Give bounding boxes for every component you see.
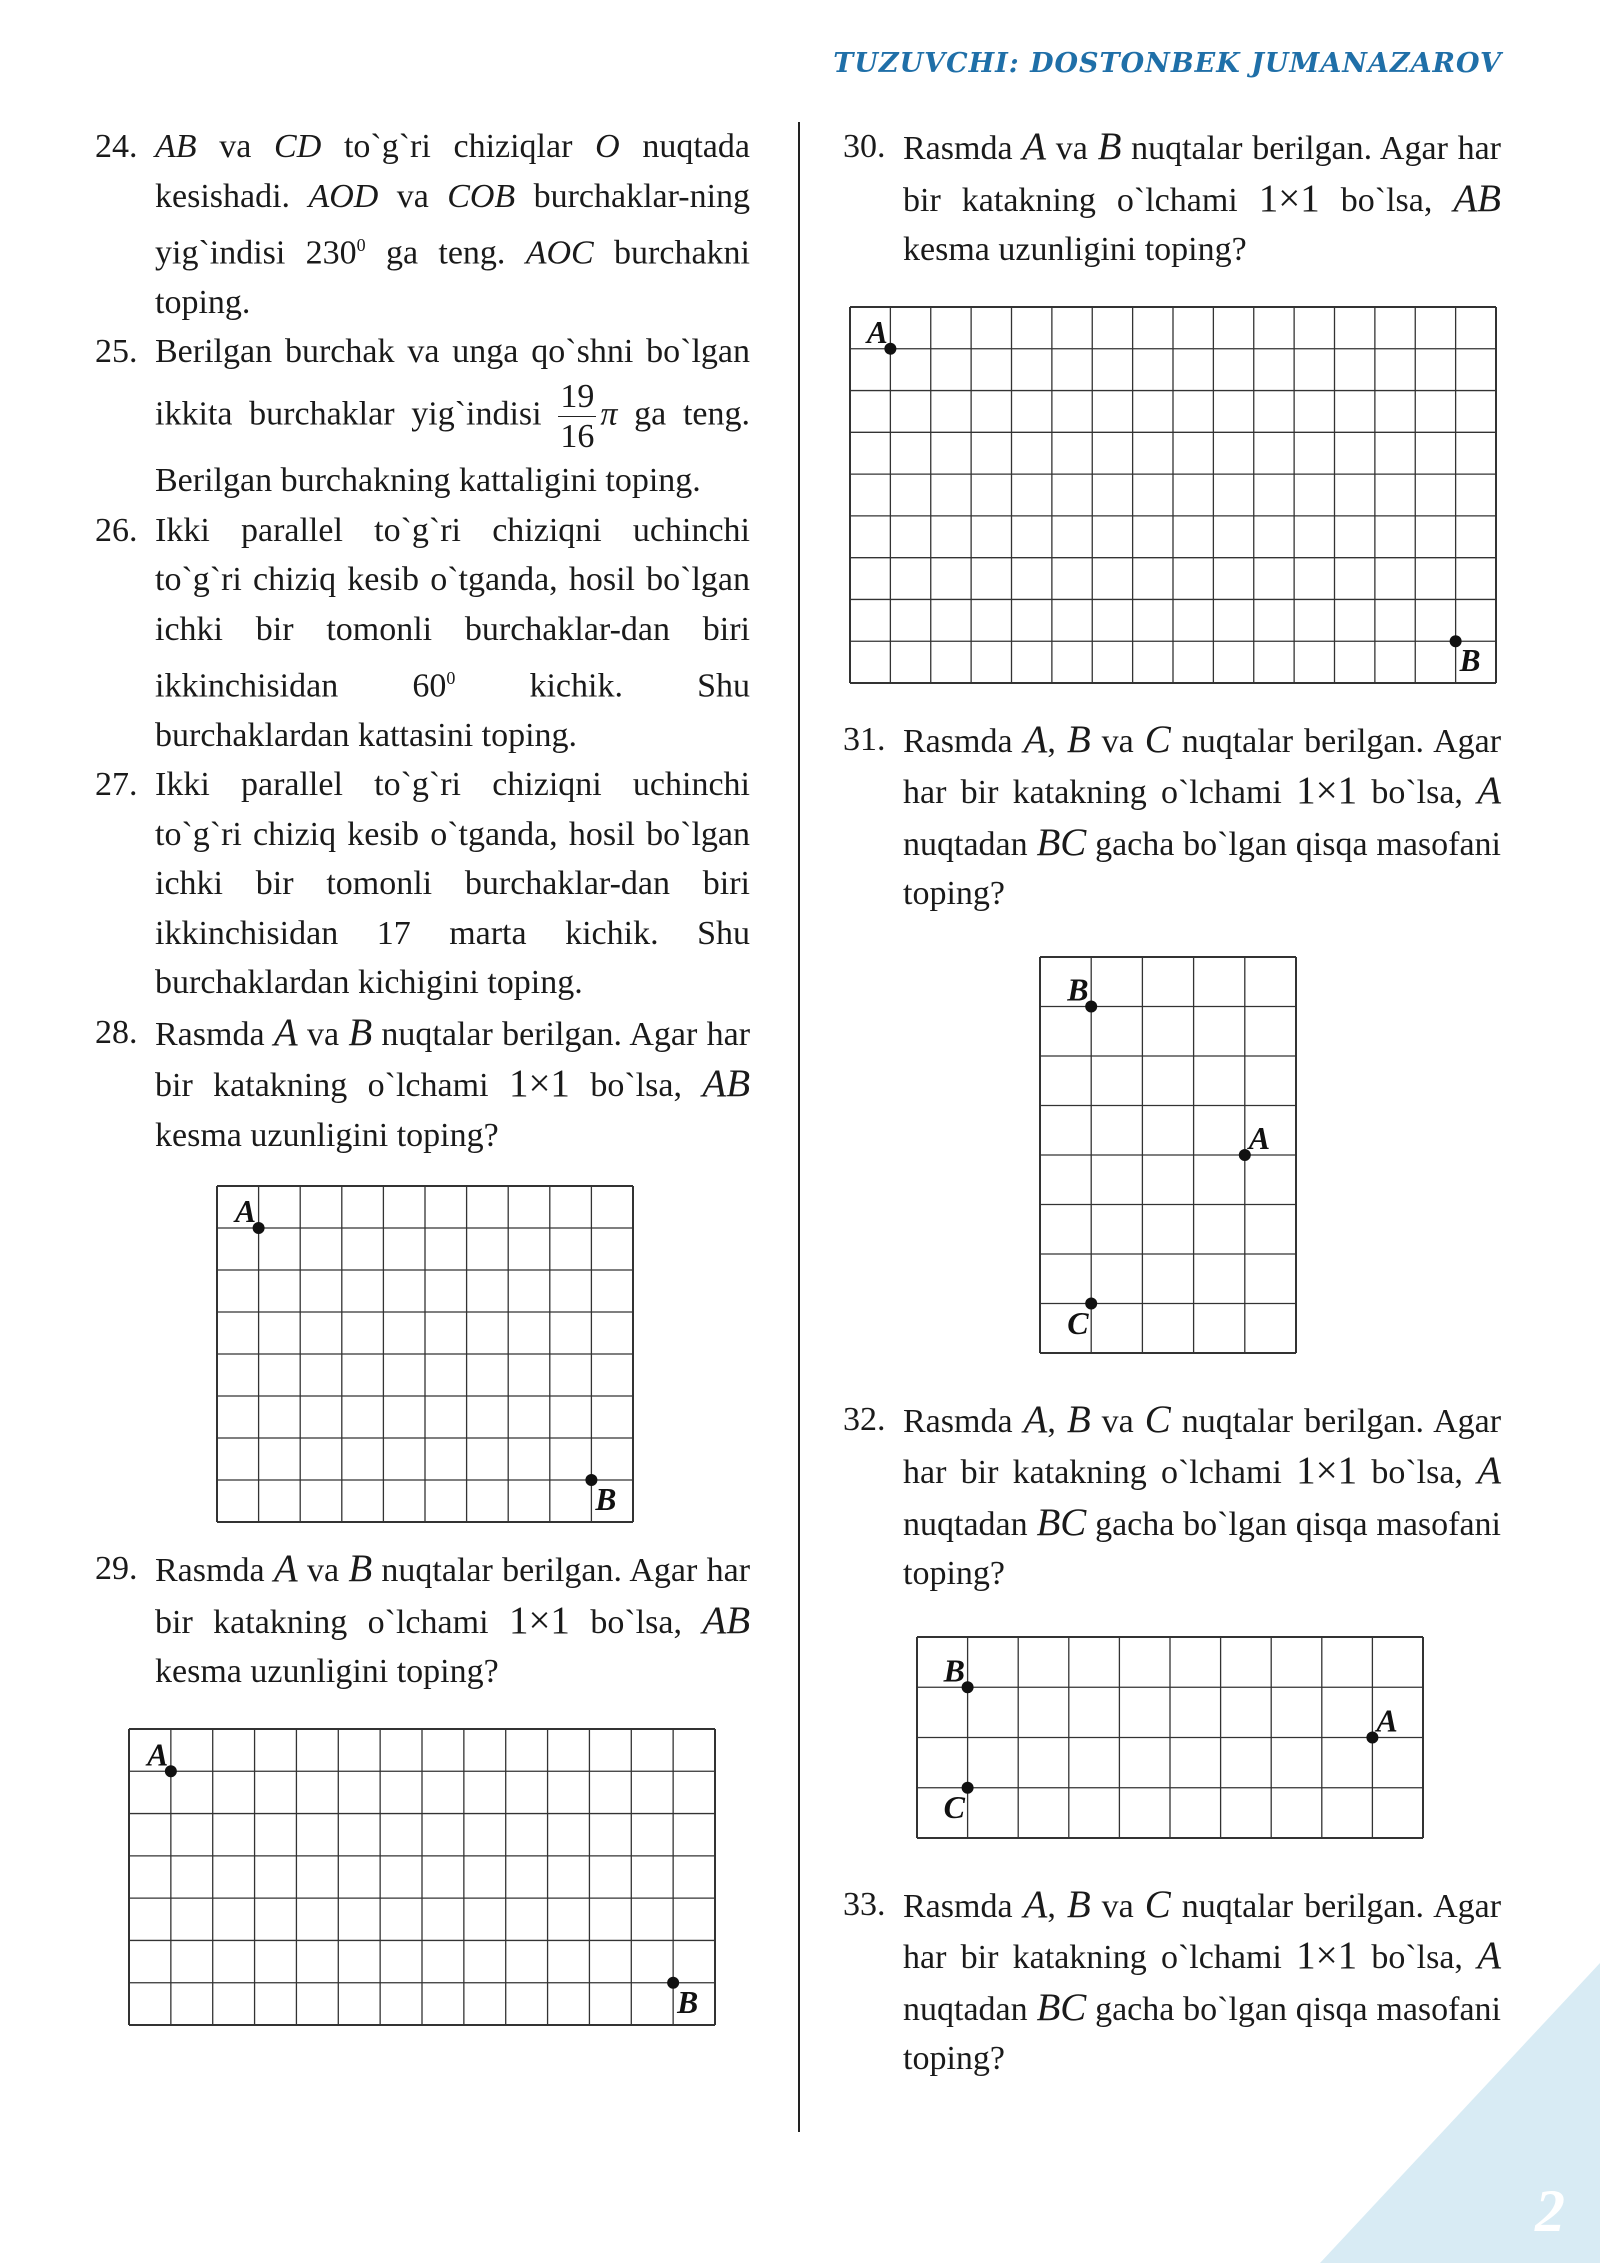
text: nuqtalar berilgan. Agar har bir katakning o`lchami [155,1552,751,1641]
segment-label: AB [1453,176,1502,220]
text: nuqtalar berilgan. Agar har bir katakning o`lchami [903,722,1502,811]
text: bo`lsa, [1340,181,1433,219]
point-b-label: B [1459,642,1481,678]
text: gacha bo`lgan qisqa masofani toping? [903,1505,1501,1592]
segment-label: AB [155,128,197,165]
author-header: TUZUVCHI: DOSTONBEK JUMANAZAROV [833,48,1502,79]
text: kichik. Shu burchaklardan kattasini toping. [155,667,751,754]
point-label: A [1477,1449,1502,1492]
text: nuqtadan [903,1505,1028,1543]
point-a-label: A [1376,1702,1398,1738]
point-b-label: B [943,1651,965,1688]
point-label: C [1144,1397,1171,1441]
point-label: A [1022,125,1047,168]
segment-label: BC [1036,820,1087,864]
point-c-label: C [1067,1304,1089,1341]
point-label: B [1066,1882,1091,1926]
grid-28-figure [215,1184,635,1524]
text: bo`lsa, [1371,774,1463,811]
text: nuqtadan [903,825,1028,863]
point-label: O [595,128,620,165]
grid-29 [127,1727,717,2027]
right-column [843,122,1501,2084]
text: nuqtada kesishadi. [155,128,750,215]
point-c-label: C [943,1788,965,1825]
point-label: A [273,1547,298,1591]
problem-25 [95,327,750,505]
degree-sup: 0 [356,235,366,255]
grid-28 [215,1184,635,1524]
grid-32 [915,1635,1425,1840]
problem-number: 25. [95,333,138,371]
segment-label: BC [1036,1500,1087,1544]
text: va [1101,1402,1134,1440]
grid-30-figure [848,305,1498,685]
denominator: 16 [560,417,595,455]
degree-sup: 0 [446,668,456,689]
point-a-label: A [234,1194,256,1230]
point-b-label: B [595,1482,617,1518]
angle-label: AOD [308,177,379,215]
cell-size: 1×1 [1296,1934,1358,1977]
problem-number: 24. [95,128,138,165]
cell-size: 1×1 [1258,176,1320,220]
point-label: B [1066,717,1091,761]
problem-29 [95,1544,750,1697]
page-corner-decoration [1320,1963,1600,2263]
point-label: B [1097,125,1122,168]
text: nuqtalar berilgan. Agar har bir katakning o`lchami [903,1887,1502,1976]
text: bo`lsa, [1371,1939,1463,1976]
text: nuqtadan [903,1990,1028,2028]
text: va [306,1552,340,1590]
text: gacha bo`lgan qisqa masofani toping? [903,825,1501,912]
point-label: B [1066,1397,1091,1441]
point-label: C [1144,717,1171,761]
problem-number: 27. [95,766,138,804]
column-divider [798,122,800,2132]
numerator: 19 [558,377,596,417]
text: Rasmda [903,1402,1013,1440]
text: Ikki parallel to`g`ri chiziqni uchinchi to`g`ri chiziq kesib o`tganda, hosil bo`lgan ichki bir tomonli burchaklar-dan biri ikkinchisidan 17 marta kichik. Shu burchaklardan kichigini toping. [155,766,750,1002]
problem-28 [95,1008,750,1161]
segment-label: AB [702,1598,751,1642]
problem-32: 32. Rasmda A, B va C nuqtalar berilgan. Agar har bir katakning o`lchami 1×1 bo`lsa, A nuqtadan BC gacha bo`lgan qisqa masofani toping? [843,1395,1501,1599]
segment-label: BC [1036,1985,1087,2029]
text: Berilgan burchak va unga qo`shni bo`lgan ikkita burchaklar yig`indisi [155,333,750,433]
problem-30 [843,122,1501,275]
problem-26 [95,506,750,761]
text: va [306,1015,340,1053]
text: va [1055,130,1088,167]
cell-size: 1×1 [508,1062,570,1106]
angle-label: AOC [525,234,594,272]
text: va [396,177,429,215]
point-label: A [273,1010,298,1054]
text: Rasmda [155,1015,265,1053]
point-label: B [348,1547,373,1591]
fraction [558,377,596,456]
grid-30 [848,305,1498,685]
cell-size: 1×1 [508,1598,570,1642]
text: ga teng. Berilgan burchakning kattaligini toping. [155,395,750,500]
problem-number: 31. [843,720,886,758]
cell-size: 1×1 [1296,769,1358,812]
grid-31-figure [1038,955,1298,1355]
left-column [95,122,750,2027]
point-label: A [1023,1397,1048,1441]
point-a-label: A [147,1737,169,1773]
point-b-label: B [1067,971,1089,1007]
point-label: A [1477,769,1502,812]
text: gacha bo`lgan qisqa masofani toping? [903,1990,1501,2077]
grid-31 [1038,955,1298,1355]
text: va [219,128,252,165]
text: Rasmda [903,1887,1013,1925]
text: va [1101,1887,1134,1925]
problem-number: 32. [843,1400,886,1438]
text: bo`lsa, [590,1067,682,1105]
point-a-label: A [866,314,888,350]
problem-number: 29. [95,1550,138,1588]
segment-label: AB [702,1062,751,1106]
point-label: A [1023,1882,1048,1926]
point-label: A [1477,1934,1502,1977]
point-b-label: B [677,1984,699,2020]
text: Rasmda [155,1552,265,1590]
problem-number: 28. [95,1013,138,1051]
point-label: B [348,1010,373,1054]
problem-27 [95,760,750,1008]
angle-label: COB [447,177,516,215]
text: nuqtalar berilgan. Agar har bir katakning o`lchami [903,1402,1502,1491]
text: kesma uzunligini toping? [903,231,1247,268]
pi-symbol: π [600,395,618,433]
problem-24 [95,122,750,327]
text: Ikki parallel to`g`ri chiziqni uchinchi to`g`ri chiziq kesib o`tganda, hosil bo`lgan ichki bir tomonli burchaklar-dan biri ikkinchisidan [155,511,750,705]
point-a-label: A [1248,1119,1271,1156]
text: va [1101,722,1134,760]
grid-32-figure [915,1635,1425,1840]
point-label: A [1023,717,1048,761]
text: kesma uzunligini toping? [155,1653,499,1691]
text: nuqtalar berilgan. Agar har bir katakning o`lchami [903,130,1502,219]
problem-number: 26. [95,511,138,549]
grid-29-figure [127,1727,717,2027]
text: bo`lsa, [1371,1454,1463,1491]
point-label: C [1144,1882,1171,1926]
problem-33: 33. Rasmda A, B va C nuqtalar berilgan. Agar har bir katakning o`lchami 1×1 bo`lsa, A nuqtadan BC gacha bo`lgan qisqa masofani toping? [843,1880,1501,2084]
text: Rasmda [903,722,1013,760]
angle-value: 230 [305,234,357,272]
problem-31: 31. Rasmda A, B va C nuqtalar berilgan. Agar har bir katakning o`lchami 1×1 bo`lsa, A nuqtadan BC gacha bo`lgan qisqa masofani toping? [843,715,1501,919]
problem-number: 30. [843,128,886,165]
text: kesma uzunligini toping? [155,1116,499,1154]
text: Rasmda [903,130,1013,167]
text: ga teng. [385,234,506,272]
text: burchaklar-ning yig`indisi [155,177,751,272]
page-number: 2 [1535,2178,1565,2244]
segment-label: CD [274,128,322,165]
text: bo`lsa, [590,1603,682,1641]
cell-size: 1×1 [1296,1449,1358,1492]
text: to`g`ri chiziqlar [343,128,573,165]
text: nuqtalar berilgan. Agar har bir katakning o`lchami [155,1015,751,1105]
problem-number: 33. [843,1885,886,1923]
text: burchakni toping. [155,234,750,321]
angle-value: 60 [412,667,447,705]
